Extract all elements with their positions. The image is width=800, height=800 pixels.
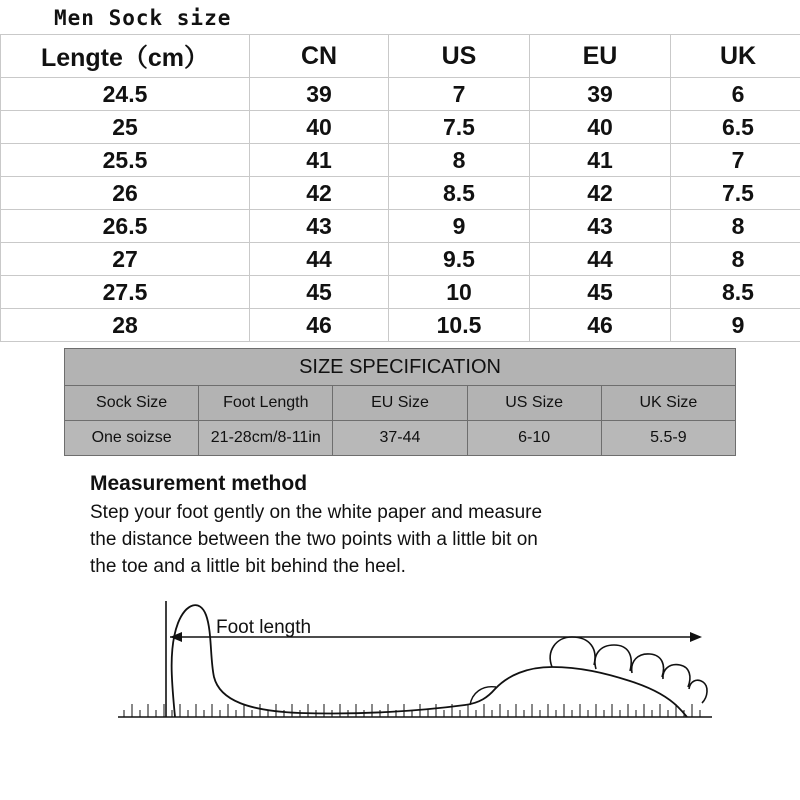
cell-length: 26 bbox=[1, 177, 250, 210]
spec-value-sock-size: One soizse bbox=[65, 421, 199, 456]
cell-us: 8 bbox=[389, 144, 530, 177]
cell-length: 27 bbox=[1, 243, 250, 276]
cell-eu: 43 bbox=[530, 210, 671, 243]
spec-header-us-size: US Size bbox=[467, 386, 601, 421]
cell-cn: 39 bbox=[250, 78, 389, 111]
toe-little bbox=[689, 680, 707, 703]
foot-diagram-svg bbox=[0, 589, 800, 749]
cell-length: 28 bbox=[1, 309, 250, 342]
men-sock-size-table bbox=[0, 34, 800, 342]
spec-value-row bbox=[65, 421, 736, 456]
cell-cn: 40 bbox=[250, 111, 389, 144]
column-header-us: US bbox=[389, 35, 530, 78]
toe-second bbox=[595, 645, 631, 671]
cell-length: 24.5 bbox=[1, 78, 250, 111]
cell-length: 27.5 bbox=[1, 276, 250, 309]
cell-eu: 44 bbox=[530, 243, 671, 276]
cell-us: 7.5 bbox=[389, 111, 530, 144]
cell-uk: 8 bbox=[671, 210, 800, 243]
spec-value-us-size: 6-10 bbox=[467, 421, 601, 456]
cell-uk: 9 bbox=[671, 309, 800, 342]
spec-header-eu-size: EU Size bbox=[333, 386, 467, 421]
table-row bbox=[1, 177, 800, 210]
spec-header-sock-size: Sock Size bbox=[65, 386, 199, 421]
cell-length: 25.5 bbox=[1, 144, 250, 177]
table-row bbox=[1, 309, 800, 342]
spec-title-row bbox=[65, 349, 736, 386]
measurement-method-section bbox=[0, 456, 800, 581]
cell-us: 8.5 bbox=[389, 177, 530, 210]
column-header-cn: CN bbox=[250, 35, 389, 78]
spec-value-eu-size: 37-44 bbox=[333, 421, 467, 456]
cell-eu: 40 bbox=[530, 111, 671, 144]
size-specification-table bbox=[64, 348, 736, 456]
table-row bbox=[1, 144, 800, 177]
spec-value-uk-size: 5.5-9 bbox=[601, 421, 735, 456]
cell-uk: 6.5 bbox=[671, 111, 800, 144]
cell-uk: 6 bbox=[671, 78, 800, 111]
table-row bbox=[1, 276, 800, 309]
cell-cn: 46 bbox=[250, 309, 389, 342]
cell-cn: 41 bbox=[250, 144, 389, 177]
cell-us: 10.5 bbox=[389, 309, 530, 342]
cell-length: 25 bbox=[1, 111, 250, 144]
cell-uk: 7.5 bbox=[671, 177, 800, 210]
table-row bbox=[1, 243, 800, 276]
cell-uk: 8 bbox=[671, 243, 800, 276]
cell-us: 7 bbox=[389, 78, 530, 111]
cell-eu: 46 bbox=[530, 309, 671, 342]
measurement-line-2: the distance between the two points with a little bit on bbox=[90, 528, 538, 550]
cell-uk: 8.5 bbox=[671, 276, 800, 309]
cell-length: 26.5 bbox=[1, 210, 250, 243]
measurement-heading: Measurement method bbox=[90, 472, 308, 495]
cell-us: 9.5 bbox=[389, 243, 530, 276]
cell-eu: 45 bbox=[530, 276, 671, 309]
cell-cn: 42 bbox=[250, 177, 389, 210]
foot-measurement-diagram bbox=[0, 589, 800, 749]
cell-cn: 45 bbox=[250, 276, 389, 309]
page-title: Men Sock size bbox=[54, 6, 232, 30]
cell-us: 10 bbox=[389, 276, 530, 309]
spec-header-foot-length: Foot Length bbox=[199, 386, 333, 421]
table-header-row bbox=[1, 35, 800, 78]
cell-us: 9 bbox=[389, 210, 530, 243]
spec-header-row bbox=[65, 386, 736, 421]
toe-third bbox=[632, 654, 664, 677]
spec-header-uk-size: UK Size bbox=[601, 386, 735, 421]
column-header-length: Lengte（cm） bbox=[1, 35, 250, 78]
measurement-line-3: the toe and a little bit behind the heel. bbox=[90, 555, 406, 577]
table-row bbox=[1, 210, 800, 243]
cell-cn: 44 bbox=[250, 243, 389, 276]
foot-length-label: Foot length bbox=[216, 616, 312, 638]
column-header-uk: UK bbox=[671, 35, 800, 78]
table-row bbox=[1, 78, 800, 111]
toe-big bbox=[550, 637, 595, 667]
size-specification-section bbox=[0, 348, 800, 456]
column-header-eu: EU bbox=[530, 35, 671, 78]
cell-eu: 41 bbox=[530, 144, 671, 177]
toe-fourth bbox=[663, 665, 690, 687]
cell-cn: 43 bbox=[250, 210, 389, 243]
cell-uk: 7 bbox=[671, 144, 800, 177]
spec-value-foot-length: 21-28cm/8-11in bbox=[199, 421, 333, 456]
cell-eu: 39 bbox=[530, 78, 671, 111]
table-row bbox=[1, 111, 800, 144]
cell-eu: 42 bbox=[530, 177, 671, 210]
measurement-line-1: Step your foot gently on the white paper and measure bbox=[90, 502, 543, 523]
spec-title: SIZE SPECIFICATION bbox=[65, 349, 736, 386]
